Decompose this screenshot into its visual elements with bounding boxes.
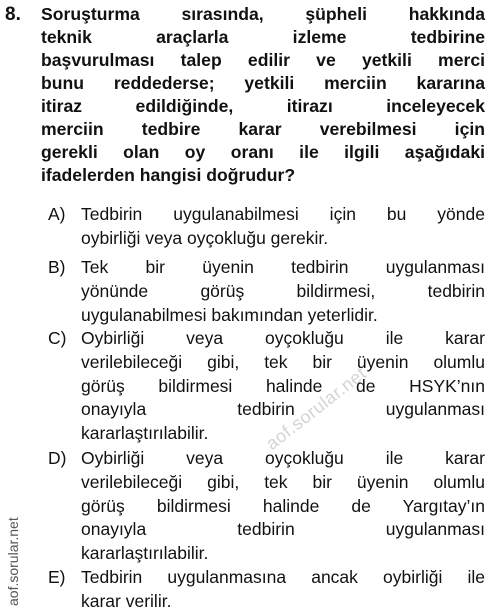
option-line: onayıyla tedbirin uygulanması bbox=[81, 519, 485, 540]
option-line: görüş bildirmesi halinde de Yargıtay’ın bbox=[81, 495, 485, 516]
option-line: Tek bir üyenin tedbirin uygulanması bbox=[81, 257, 485, 277]
option-line: Oybirliği veya oyçokluğu ile karar bbox=[81, 448, 485, 468]
option-line: verilebileceği gibi, tek bir üyenin olumlu bbox=[81, 471, 485, 492]
option-e-text bbox=[81, 566, 485, 614]
side-watermark: aof.sorular.net bbox=[5, 517, 21, 606]
option-line: kararlaştırılabilir. bbox=[81, 543, 209, 564]
question-line: teknik araçlarla izleme tedbirine bbox=[41, 27, 485, 47]
option-line: yönünde görüş bildirmesi, tedbirin bbox=[81, 280, 485, 301]
option-e-letter: E) bbox=[48, 567, 66, 587]
option-line: uygulanabilmesi bakımından yeterlidir. bbox=[81, 304, 378, 325]
option-line: verilebileceği gibi, tek bir üyenin olumlu bbox=[81, 351, 485, 372]
diagonal-watermark: aof.sorular.net bbox=[262, 363, 371, 454]
option-line: Tedbirin uygulanmasına ancak oybirliği ile bbox=[81, 567, 485, 587]
option-line: karar verilir. bbox=[81, 590, 172, 611]
option-line: görüş bildirmesi halinde de HSYK’nın bbox=[81, 375, 485, 396]
question-line: bunu reddederse; yetkili merciin kararına bbox=[41, 73, 485, 93]
option-line: Oybirliği veya oyçokluğu ile karar bbox=[81, 328, 485, 348]
question-text bbox=[41, 3, 485, 187]
question-line: Soruşturma sırasında, şüpheli hakkında bbox=[41, 4, 485, 24]
option-d-text bbox=[81, 447, 485, 566]
question-line: gerekli olan oy oranı ile ilgili aşağıdaki bbox=[41, 142, 485, 162]
option-line: oybirliği veya oyçokluğu gerekir. bbox=[81, 227, 329, 248]
option-line: Tedbirin uygulanabilmesi için bu yönde bbox=[81, 204, 485, 224]
option-c-letter: C) bbox=[48, 328, 67, 348]
option-line: onayıyla tedbirin uygulanması bbox=[81, 399, 485, 420]
option-d-letter: D) bbox=[48, 448, 67, 468]
question-line: itiraz edildiğinde, itirazı inceleyecek bbox=[41, 96, 485, 116]
option-b-letter: B) bbox=[48, 257, 66, 277]
option-a-text bbox=[81, 203, 485, 251]
option-line: kararlaştırılabilir. bbox=[81, 423, 209, 444]
option-a-letter: A) bbox=[48, 204, 66, 224]
question-line: merciin tedbire karar verebilmesi için bbox=[41, 119, 485, 139]
question-number: 8. bbox=[5, 4, 21, 25]
option-b-text bbox=[81, 256, 485, 327]
question-line: ifadelerden hangisi doğrudur? bbox=[41, 165, 296, 185]
question-line: başvurulması talep edilir ve yetkili merci bbox=[41, 50, 485, 70]
